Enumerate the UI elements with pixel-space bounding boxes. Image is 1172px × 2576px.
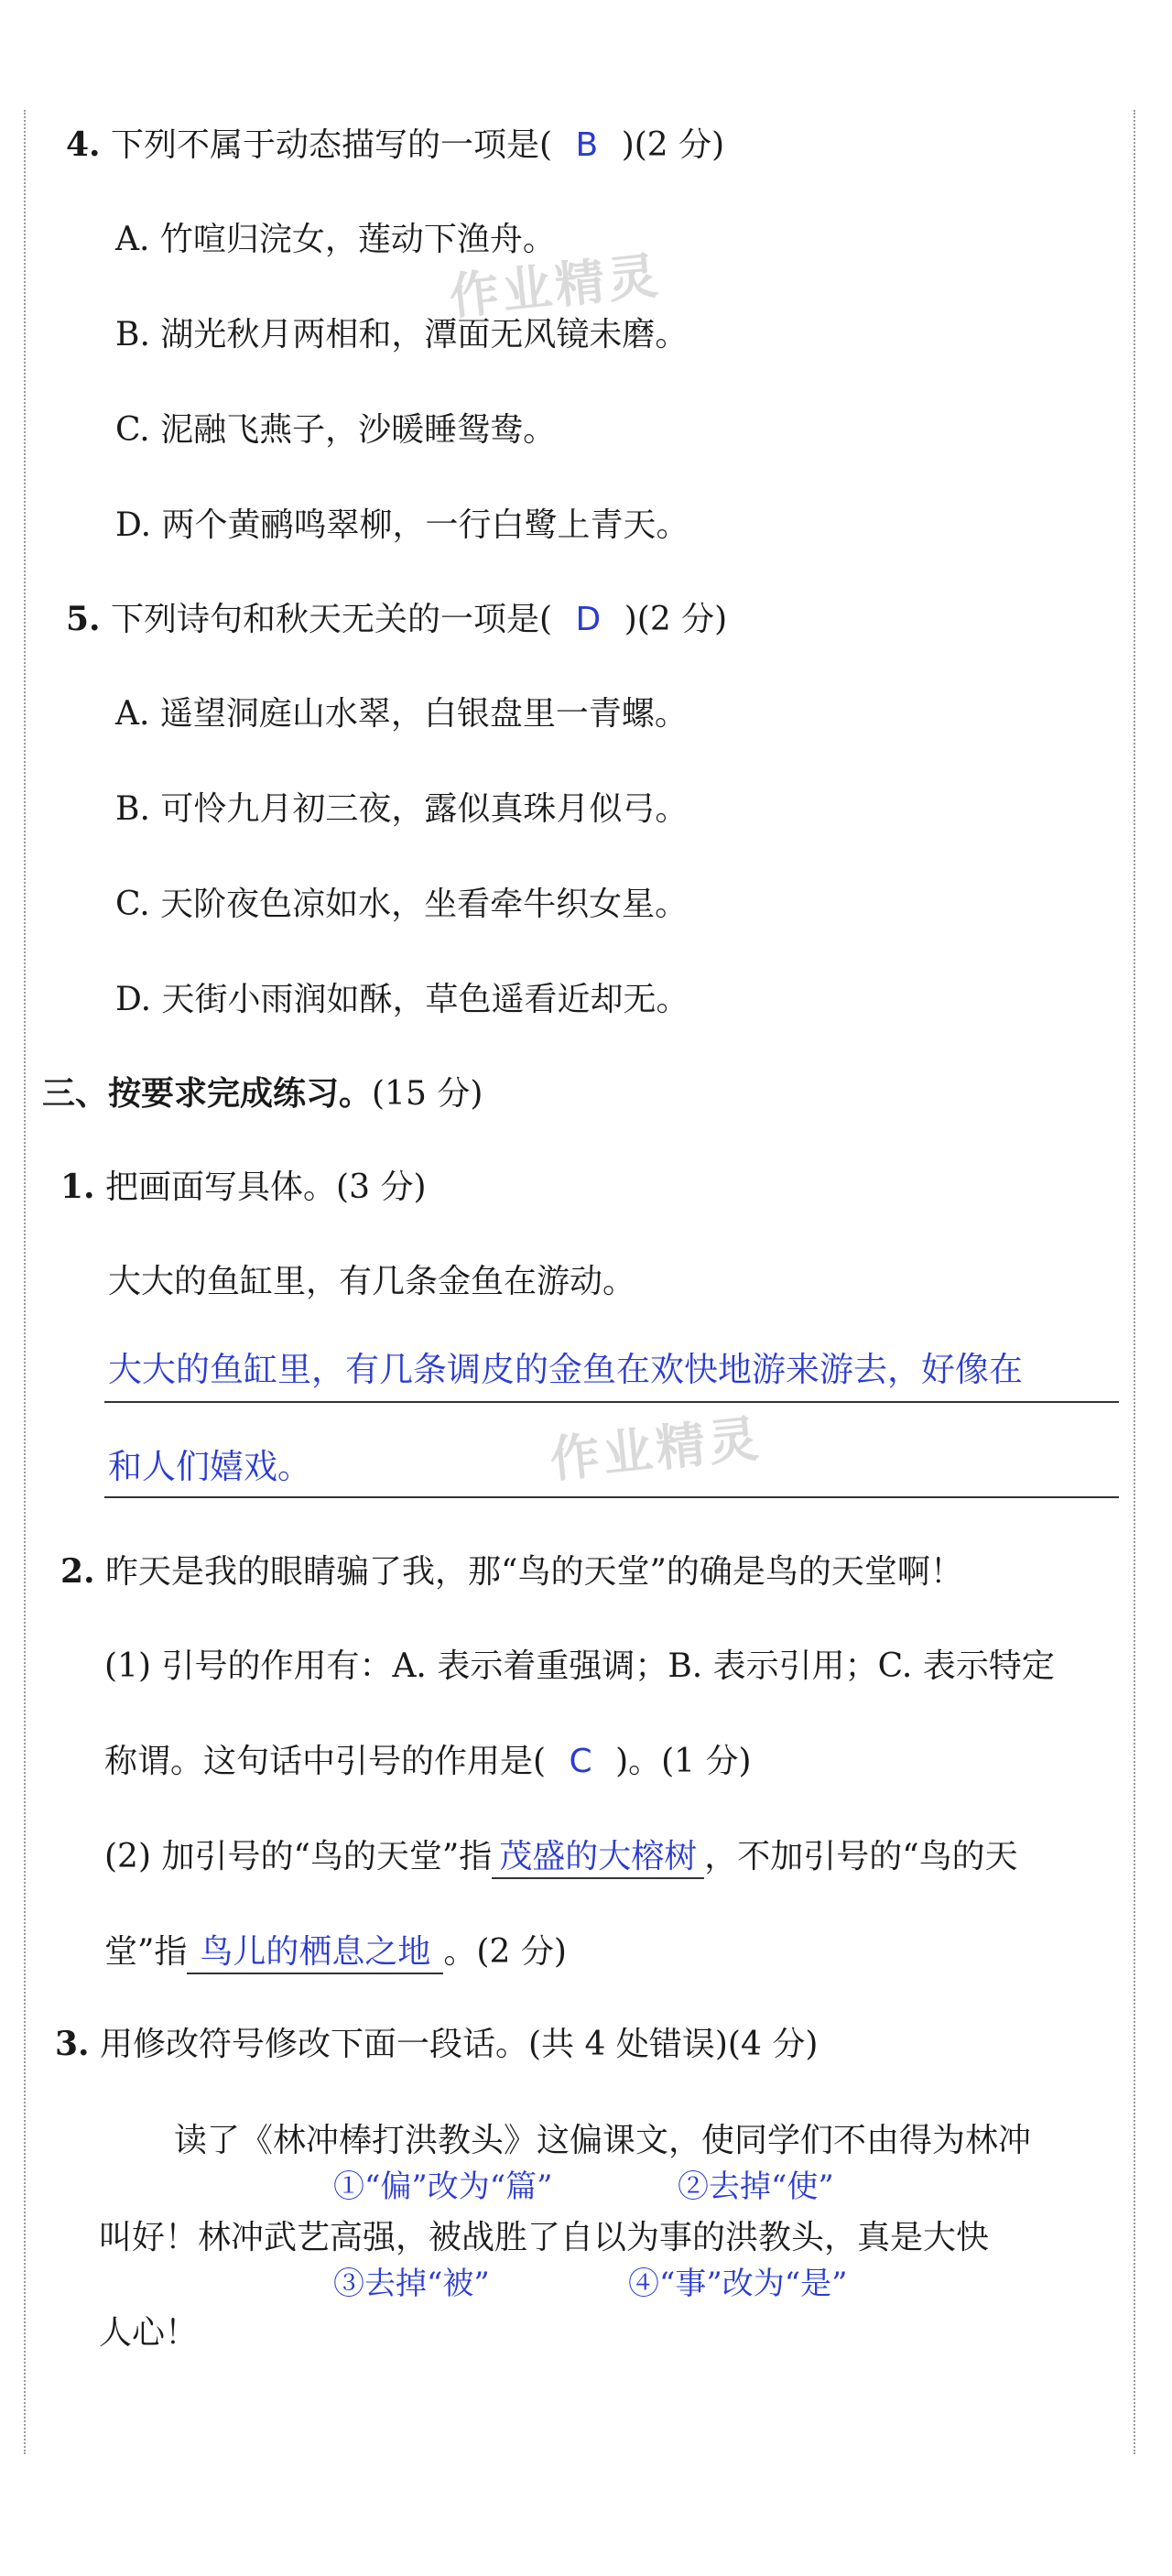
q4-tail: )(2 分) bbox=[621, 126, 725, 164]
watermark: 作业精灵 bbox=[446, 246, 665, 326]
s3-line3: 人心！ bbox=[99, 2314, 199, 2352]
q5-stem-text: 下列诗句和秋天无关的一项是( bbox=[111, 601, 553, 638]
s2-part1-answer: C bbox=[569, 1743, 592, 1780]
s2-part2-answer1: 茂盛的大榕树 bbox=[492, 1837, 704, 1879]
s2-part1-line1: (1) 引号的作用有：A. 表示着重强调；B. 表示引用；C. 表示特定 bbox=[104, 1647, 1055, 1685]
s2-part2-line2 bbox=[104, 1932, 567, 1974]
s2-part2-line2-post: 。(2 分) bbox=[443, 1933, 567, 1971]
s2-stem-text: 昨天是我的眼睛骗了我，那“鸟的天堂”的确是鸟的天堂啊！ bbox=[105, 1553, 963, 1591]
s3-note3: ③去掉“被” bbox=[333, 2266, 490, 2302]
s2-number: 2. bbox=[60, 1552, 95, 1591]
s1-underline-2 bbox=[104, 1496, 1119, 1498]
section3-score: (15 分) bbox=[372, 1075, 483, 1113]
q4-option-d: D. 两个黄鹂鸣翠柳，一行白鹭上青天。 bbox=[115, 506, 689, 544]
s2-part1-line2 bbox=[104, 1742, 752, 1782]
s2-part2-line1 bbox=[104, 1837, 1018, 1879]
s3-line1: 读了《林冲棒打洪教头》这偏课文，使同学们不由得为林冲 bbox=[174, 2122, 1032, 2159]
s2-part2-pre: (2) 加引号的“鸟的天堂”指 bbox=[104, 1838, 493, 1875]
s3-number: 3. bbox=[55, 2025, 90, 2063]
right-margin-dotted-line bbox=[1134, 110, 1135, 2454]
s1-number: 1. bbox=[60, 1168, 95, 1206]
s1-stem-text: 把画面写具体。(3 分) bbox=[105, 1168, 427, 1206]
s2-stem bbox=[60, 1551, 963, 1592]
s2-part2-answer2: 鸟儿的栖息之地 bbox=[187, 1932, 443, 1974]
q4-option-c: C. 泥融飞燕子，沙暖睡鸳鸯。 bbox=[115, 411, 557, 449]
s1-answer-line1: 大大的鱼缸里，有几条调皮的金鱼在欢快地游来游去，好像在 bbox=[108, 1350, 1023, 1389]
s2-part2-mid: ，不加引号的“鸟的天 bbox=[704, 1838, 1018, 1875]
q4-stem-text: 下列不属于动态描写的一项是( bbox=[111, 126, 553, 164]
watermark-2: 作业精灵 bbox=[547, 1409, 765, 1489]
q5-option-d: D. 天街小雨润如酥，草色遥看近却无。 bbox=[115, 981, 689, 1018]
s2-part2-line2-pre: 堂”指 bbox=[104, 1933, 188, 1971]
s3-line2: 叫好！林冲武艺高强，被战胜了自以为事的洪教头，真是大快 bbox=[99, 2219, 990, 2256]
q4-number: 4. bbox=[66, 125, 101, 164]
q5-option-c: C. 天阶夜色凉如水，坐看牵牛织女星。 bbox=[115, 886, 689, 923]
q4-option-a: A. 竹喧归浣女，莲动下渔舟。 bbox=[115, 221, 556, 258]
s2-part1-post: )。(1 分) bbox=[615, 1743, 752, 1780]
s3-note2: ②去掉“使” bbox=[678, 2168, 834, 2205]
q5-tail: )(2 分) bbox=[624, 601, 728, 638]
q5-number: 5. bbox=[66, 600, 101, 638]
s3-note1: ①“偏”改为“篇” bbox=[333, 2168, 553, 2205]
q5-answer: D bbox=[575, 601, 602, 638]
section3-heading bbox=[42, 1073, 483, 1114]
s1-stem bbox=[60, 1167, 427, 1208]
section3-title: 三、按要求完成练习。 bbox=[42, 1074, 373, 1113]
s2-part1-pre: 称谓。这句话中引号的作用是( bbox=[104, 1743, 547, 1780]
q4-answer: B bbox=[575, 126, 599, 164]
s3-note4: ④“事”改为“是” bbox=[628, 2266, 848, 2302]
s3-stem-text: 用修改符号修改下面一段话。(共 4 处错误)(4 分) bbox=[100, 2026, 819, 2063]
q4-stem bbox=[66, 125, 724, 166]
q4-option-b: B. 湖光秋月两相和，潭面无风镜未磨。 bbox=[115, 316, 689, 353]
s1-answer-line2: 和人们嬉戏。 bbox=[108, 1447, 311, 1486]
q5-option-a: A. 遥望洞庭山水翠，白银盘里一青螺。 bbox=[115, 695, 688, 733]
q5-option-b: B. 可怜九月初三夜，露似真珠月似弓。 bbox=[115, 790, 689, 828]
s1-underline-1 bbox=[104, 1401, 1119, 1403]
s3-stem bbox=[55, 2024, 818, 2065]
left-margin-dotted-line bbox=[24, 110, 26, 2454]
s1-sentence: 大大的鱼缸里，有几条金鱼在游动。 bbox=[108, 1263, 636, 1300]
q5-stem bbox=[66, 599, 727, 640]
